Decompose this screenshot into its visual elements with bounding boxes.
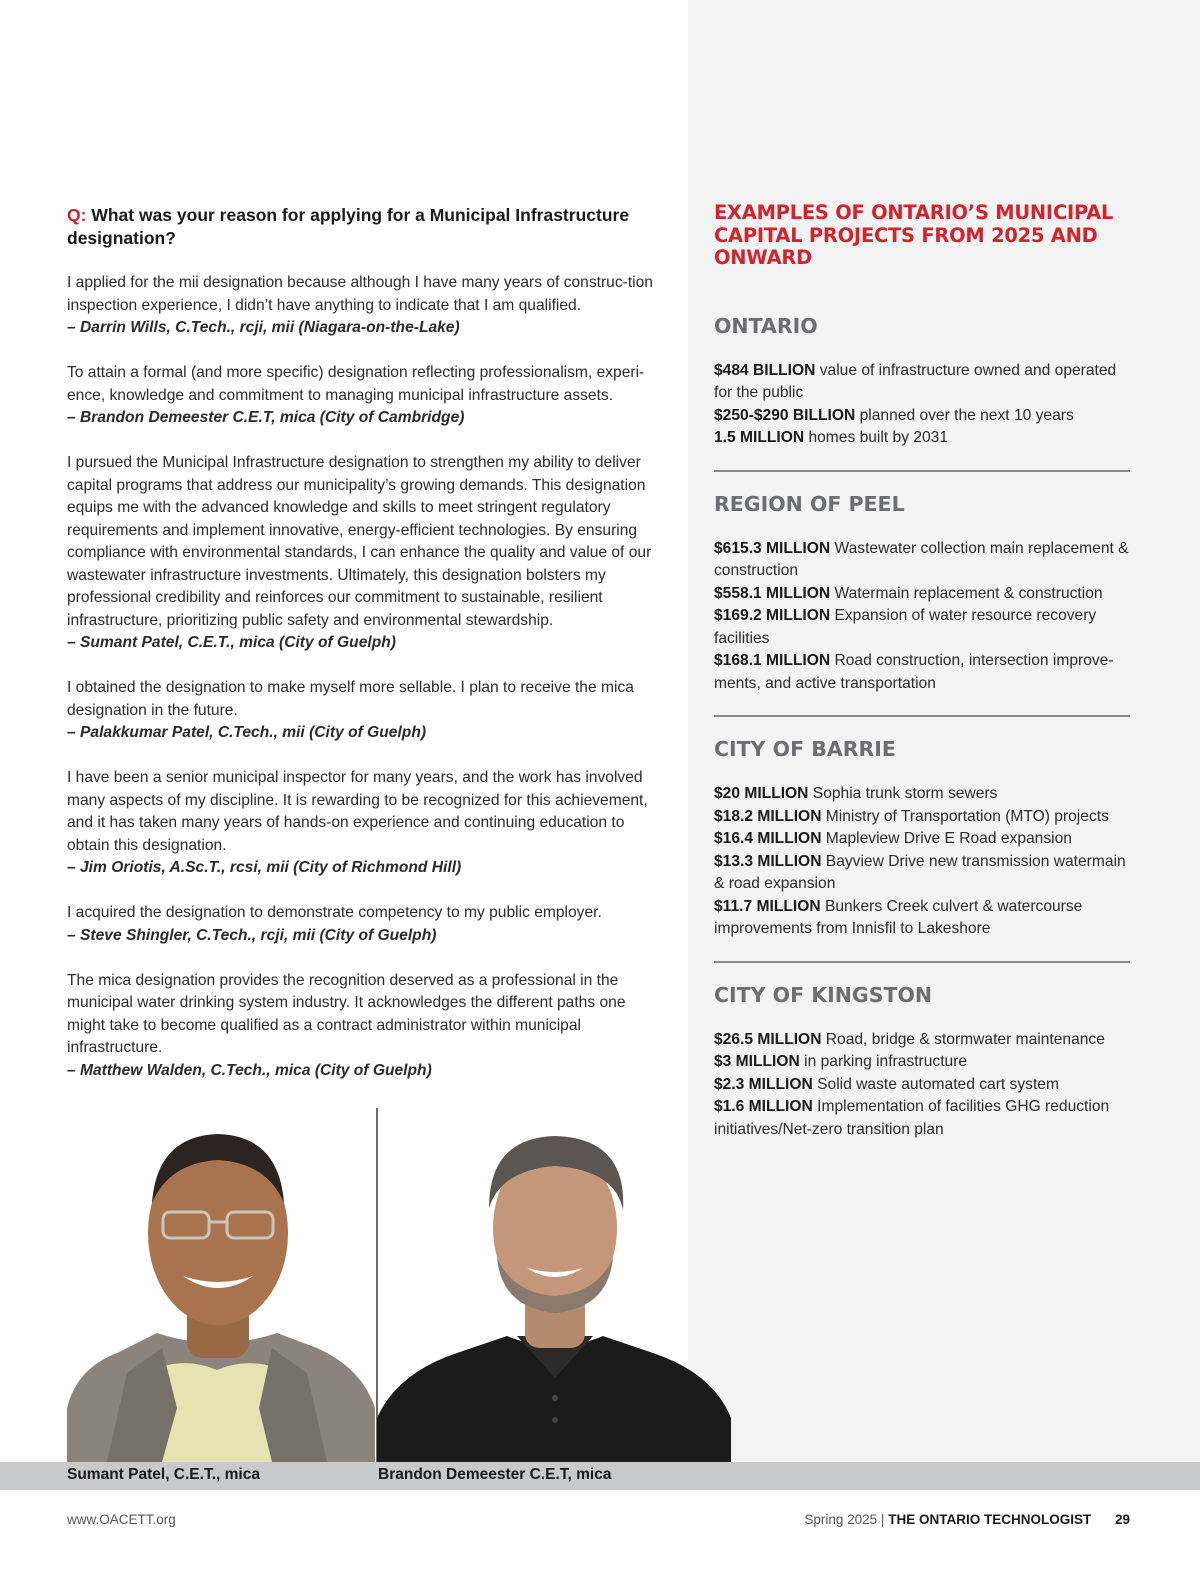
- project-description: Mapleview Drive E Road expansion: [825, 830, 1072, 847]
- answer-block: [67, 902, 667, 947]
- section-heading: REGION OF PEEL: [714, 491, 905, 516]
- project-amount: $2.3 MILLION: [714, 1075, 813, 1093]
- answer-block: [67, 970, 667, 1083]
- project-item: [714, 851, 1134, 896]
- answer-block: [67, 272, 667, 340]
- project-description: Watermain replacement & construction: [834, 584, 1103, 602]
- project-amount: $250-$290 BILLION: [714, 406, 856, 424]
- project-amount: $3 MILLION: [714, 1053, 800, 1070]
- section-heading: CITY OF KINGSTON: [714, 982, 933, 1007]
- footer-separator: |: [880, 1512, 885, 1527]
- page-number: 29: [1114, 1512, 1130, 1527]
- answer-text: I applied for the mii designation because although I have many years of construc-tion inspection experience, I didn’t have anything to indicate that I am qualified.: [67, 274, 653, 314]
- project-amount: $169.2 MILLION: [714, 607, 831, 624]
- project-item: [714, 783, 1134, 806]
- footer-issue-info: [804, 1512, 1130, 1527]
- answer-block: [67, 767, 667, 880]
- portrait-photos: [67, 1108, 731, 1462]
- project-item: [714, 650, 1134, 695]
- project-description: homes built by 2031: [808, 429, 949, 446]
- project-item: [714, 360, 1134, 405]
- project-description: Solid waste automated cart system: [817, 1075, 1059, 1093]
- project-item: [714, 427, 1134, 450]
- project-item: [714, 1074, 1134, 1097]
- project-item: [714, 1051, 1134, 1074]
- project-amount: $484 BILLION: [714, 361, 816, 379]
- project-amount: $16.4 MILLION: [714, 830, 822, 847]
- project-item: [714, 605, 1134, 650]
- project-description: value of infrastructure owned and operated for the public: [714, 361, 1117, 401]
- project-list: [714, 538, 1134, 696]
- question-prefix: Q:: [67, 205, 87, 225]
- answer-text: The mica designation provides the recognition deserved as a professional in the municipal water drinking system industry. It acknowledges the different paths one might take to become qualified as a contract administrator within municipal infrastructure.: [67, 971, 626, 1056]
- answer-text: I have been a senior municipal inspector for many years, and the work has involved many aspects of my discipline. It is rewarding to be recognized for this achievement, and it has taken many years of hands-on experience and continuing education to obtain this designation.: [67, 769, 648, 854]
- answer-attribution: – Steve Shingler, C.Tech., rcji, mii (City of Guelph): [67, 926, 437, 944]
- project-description: Expansion of water resource recovery facilities: [714, 607, 1097, 647]
- section-divider: [714, 961, 1130, 963]
- answer-text: I pursued the Municipal Infrastructure designation to strengthen my ability to deliver capital programs that address our municipality’s growing demands. This designation equips me with the advanced knowledge and skills to meet stringent regulatory requirements and implement innovative, energy-efficient technologies. By ensuring compliance with environmental standards, I can enhance the quality and value of our wastewater infrastructure investments. Ultimately, this designation bolsters my professional credibility and reinforces our commitment to sustainable, resilient infrastructure, prioritizing public safety and environmental stewardship.: [67, 454, 652, 629]
- answer-text: To attain a formal (and more specific) designation reflecting professionalism, experi-ence, knowledge and commitment to managing municipal infrastructure assets.: [67, 364, 645, 404]
- project-amount: $26.5 MILLION: [714, 1030, 822, 1048]
- answer-block: [67, 677, 667, 745]
- project-amount: $558.1 MILLION: [714, 584, 831, 602]
- footer-magazine-title: THE ONTARIO TECHNOLOGIST: [888, 1512, 1092, 1527]
- project-item: [714, 1029, 1134, 1052]
- project-description: Road, bridge & stormwater maintenance: [825, 1030, 1105, 1048]
- project-item: [714, 538, 1134, 583]
- answer-attribution: – Sumant Patel, C.E.T., mica (City of Guelph): [67, 634, 396, 651]
- project-description: Bunkers Creek culvert & watercourse improvements from Innisfil to Lakeshore: [714, 897, 1083, 937]
- project-item: [714, 828, 1134, 851]
- project-amount: $20 MILLION: [714, 785, 809, 802]
- answer-attribution: – Palakkumar Patel, C.Tech., mii (City of Guelph): [67, 724, 427, 741]
- sidebar-title: EXAMPLES OF ONTARIO’S MUNICIPAL CAPITAL PROJECTS FROM 2025 AND ONWARD: [714, 201, 1114, 269]
- portrait-brandon-demeester: [377, 1108, 731, 1462]
- project-item: [714, 1096, 1134, 1141]
- question-heading: [67, 204, 667, 250]
- project-item: [714, 896, 1134, 941]
- question-text: What was your reason for applying for a Municipal Infrastructure designation?: [67, 205, 630, 248]
- section-heading: ONTARIO: [714, 313, 818, 338]
- project-list: [714, 783, 1134, 941]
- project-amount: $18.2 MILLION: [714, 807, 822, 825]
- interview-column: [67, 204, 667, 1105]
- project-description: Wastewater collection main replacement & construction: [714, 539, 1129, 579]
- project-description: Sophia trunk storm sewers: [812, 785, 998, 802]
- answer-text: I acquired the designation to demonstrate competency to my public employer.: [67, 904, 602, 921]
- answer-attribution: – Matthew Walden, C.Tech., mica (City of Guelph): [67, 1061, 432, 1079]
- project-list: [714, 360, 1134, 450]
- project-item: [714, 806, 1134, 829]
- project-item: [714, 405, 1134, 428]
- project-description: Bayview Drive new transmission watermain & road expansion: [714, 852, 1126, 892]
- answer-attribution: – Jim Oriotis, A.Sc.T., rcsi, mii (City of Richmond Hill): [67, 859, 462, 876]
- section-divider: [714, 715, 1130, 717]
- project-amount: $168.1 MILLION: [714, 652, 831, 669]
- project-description: in parking infrastructure: [804, 1053, 968, 1070]
- project-description: planned over the next 10 years: [859, 406, 1074, 424]
- portrait-sumant-patel: [67, 1108, 375, 1462]
- footer-issue: Spring 2025: [804, 1512, 878, 1527]
- answer-attribution: – Darrin Wills, C.Tech., rcji, mii (Niagara-on-the-Lake): [67, 319, 460, 336]
- photo-caption: Sumant Patel, C.E.T., mica: [67, 1466, 260, 1483]
- project-description: Ministry of Transportation (MTO) projects: [825, 807, 1109, 825]
- project-item: [714, 583, 1134, 606]
- footer-website-link[interactable]: www.OACETT.org: [67, 1512, 176, 1527]
- portrait-illustration: [67, 1108, 375, 1462]
- portrait-illustration: [377, 1108, 731, 1462]
- project-amount: $13.3 MILLION: [714, 852, 822, 870]
- project-amount: $1.6 MILLION: [714, 1098, 813, 1115]
- project-amount: $11.7 MILLION: [714, 897, 821, 915]
- capital-projects-sidebar: [714, 202, 1134, 1141]
- project-amount: $615.3 MILLION: [714, 539, 831, 557]
- project-amount: 1.5 MILLION: [714, 429, 805, 446]
- project-description: Implementation of facilities GHG reduction initiatives/Net-zero transition plan: [714, 1098, 1110, 1138]
- answer-attribution: – Brandon Demeester C.E.T, mica (City of Cambridge): [67, 409, 465, 426]
- answer-block: [67, 362, 667, 430]
- answer-block: [67, 452, 667, 655]
- answer-text: I obtained the designation to make myself more sellable. I plan to receive the mica designation in the future.: [67, 679, 634, 719]
- photo-caption: Brandon Demeester C.E.T, mica: [378, 1466, 612, 1483]
- project-list: [714, 1029, 1134, 1142]
- project-description: Road construction, intersection improve-ments, and active transportation: [714, 652, 1114, 692]
- section-divider: [714, 470, 1130, 472]
- section-heading: CITY OF BARRIE: [714, 737, 896, 761]
